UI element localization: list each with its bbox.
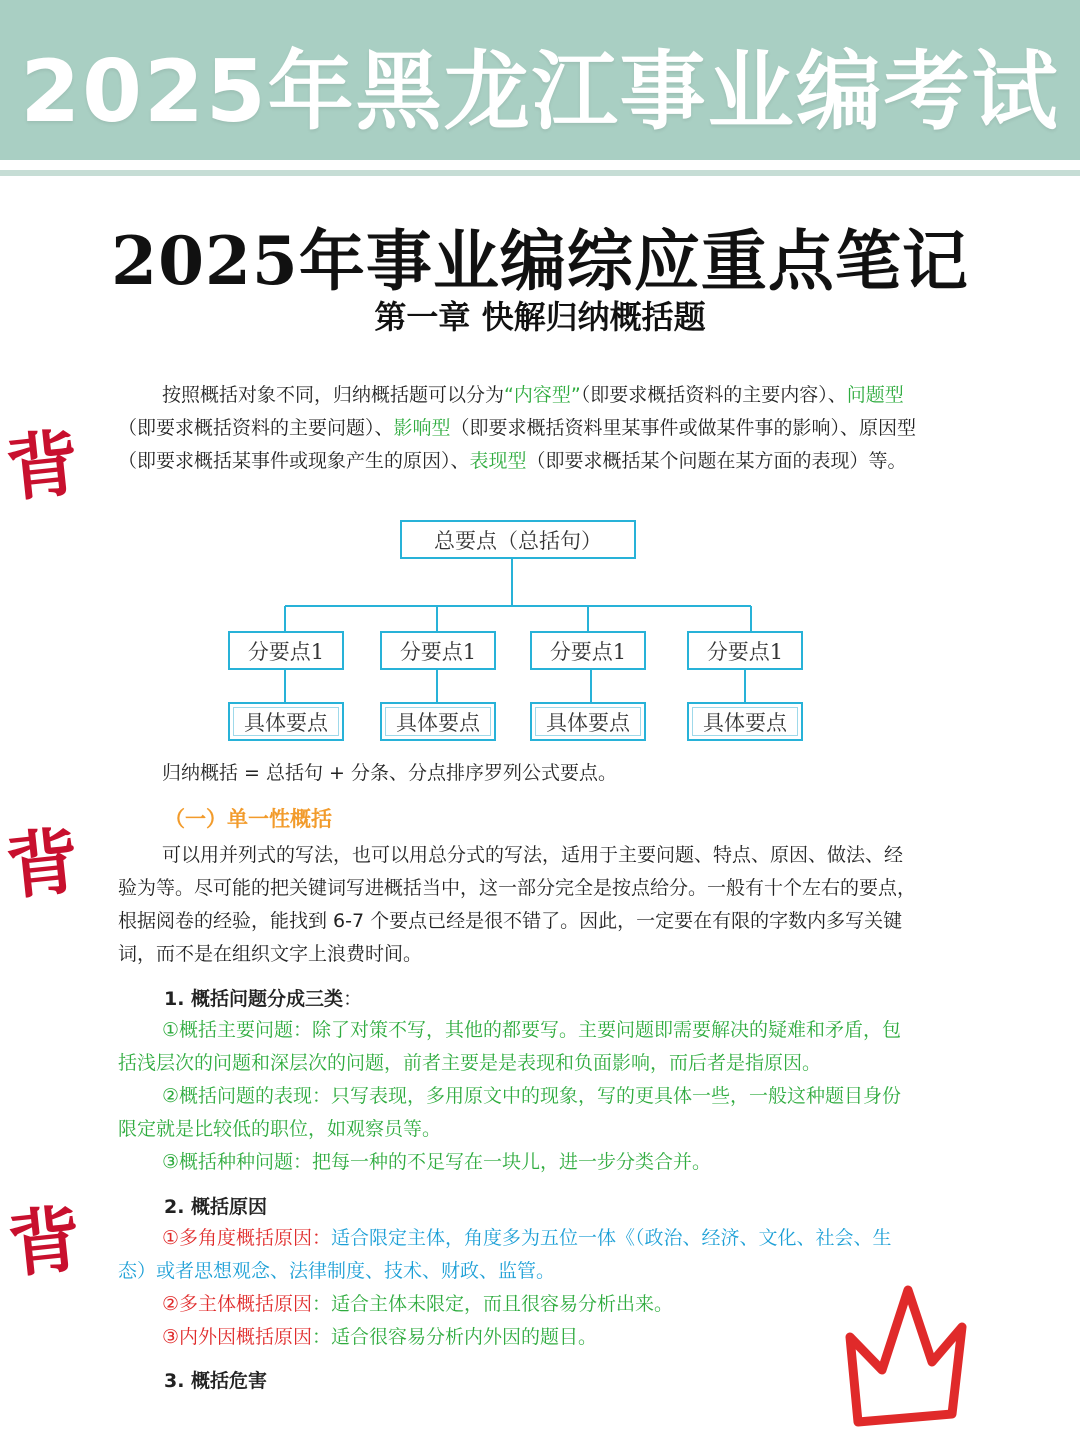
item-heading: 2. 概括原因 [164, 1196, 268, 1218]
branch-label: 分要点1 [706, 639, 784, 664]
item-point [118, 1288, 918, 1321]
detail-label: 具体要点 [546, 710, 630, 735]
detail-label: 具体要点 [703, 710, 787, 735]
memorize-stamp: 背 [4, 1195, 85, 1288]
diagram-branch-box [380, 631, 496, 670]
item-heading: 3. 概括危害 [164, 1370, 268, 1392]
item-heading [164, 984, 362, 1011]
item-point [118, 1321, 918, 1354]
intro-text-2: （即要求概括资料的主要内容）、 [580, 384, 847, 406]
term-content-type: “内容型” [504, 384, 581, 406]
point-lead: ②多主体概括原因 [162, 1293, 313, 1315]
point-lead: ①多角度概括原因： [162, 1227, 332, 1249]
item-heading-text: 1. 概括问题分成三类 [164, 988, 344, 1010]
diagram-detail-box [228, 702, 344, 741]
item-heading-colon: ： [343, 988, 363, 1010]
term-problem-type: 问题型 [846, 384, 904, 406]
point-body: ：适合很容易分析内外因的题目。 [312, 1326, 598, 1348]
memorize-stamp: 背 [2, 817, 83, 910]
point-body: 适合限定主体，角度多为五位一体《（政治、经济、文化、社会、生态）或者思想观念、法律制度、技术、财政、监管。 [118, 1227, 892, 1282]
page-title: 2025年事业编综应重点笔记 [111, 222, 969, 300]
section-paragraph: 可以用并列式的写法，也可以用总分式的写法，适用于主要问题、特点、原因、做法、经验为等。尽可能的把关键词写进概括当中，这一部分完全是按点给分。一般有十个左右的要点，根据阅卷的经验，能找到 6-7 个要点已经是很不错了。因此，一定要在有限的字数内多写关键词，而不是在组织文字上浪费时间。 [118, 844, 917, 965]
term-impact-type: 影响型 [393, 417, 451, 439]
diagram-detail-box [380, 702, 496, 741]
divider [0, 170, 1080, 176]
branch-label: 分要点1 [399, 639, 477, 664]
memorize-stamp: 背 [2, 419, 83, 512]
point-body: ：适合主体未限定，而且很容易分析出来。 [312, 1293, 674, 1315]
diagram-detail-box [687, 702, 803, 741]
branch-label: 分要点1 [247, 639, 325, 664]
diagram-detail-box [530, 702, 646, 741]
item-point: ②概括问题的表现：只写表现，多用原文中的现象，写的更具体一些，一般这种题目身份限定就是比较低的职位，如观察员等。 [118, 1085, 902, 1140]
formula-text: 归纳概括 = 总括句 + 分条、分点排序罗列公式要点。 [162, 762, 617, 784]
intro-text-3: （即要求概括资料的主要问题）、 [118, 417, 394, 439]
term-expression-type: 表现型 [469, 450, 527, 472]
crown-icon [840, 1282, 980, 1432]
chapter-title: 第一章 快解归纳概括题 [374, 298, 706, 336]
item-point: ①概括主要问题：除了对策不写，其他的都要写。主要问题即需要解决的疑难和矛盾，包括浅层次的问题和深层次的问题，前者主要是是表现和负面影响，而后者是指原因。 [118, 1019, 902, 1074]
item-point [118, 1222, 918, 1288]
diagram-branch-box [530, 631, 646, 670]
item-point: ③概括种种问题：把每一种的不足写在一块儿，进一步分类合并。 [162, 1151, 712, 1173]
detail-label: 具体要点 [396, 710, 480, 735]
diagram-branch-box [687, 631, 803, 670]
banner-title: 2025年黑龙江事业编考试 [20, 42, 1060, 142]
intro-text-5: （即要求概括某个问题在某方面的表现）等。 [526, 450, 907, 472]
diagram-top-label: 总要点（总括句） [434, 528, 602, 553]
branch-label: 分要点1 [549, 639, 627, 664]
detail-label: 具体要点 [244, 710, 328, 735]
diagram-branch-box [228, 631, 344, 670]
point-lead: ③内外因概括原因 [162, 1326, 313, 1348]
intro-paragraph [118, 379, 918, 478]
section-heading: （一）单一性概括 [164, 807, 332, 831]
diagram-top-box [400, 520, 636, 559]
intro-text-1: 按照概括对象不同，归纳概括题可以分为 [162, 384, 505, 406]
intro-text-4: （即要求概括资料里某事件或做某件事的影响）、原因型（即要求概括某事件或现象产生的原因）、 [118, 417, 917, 472]
